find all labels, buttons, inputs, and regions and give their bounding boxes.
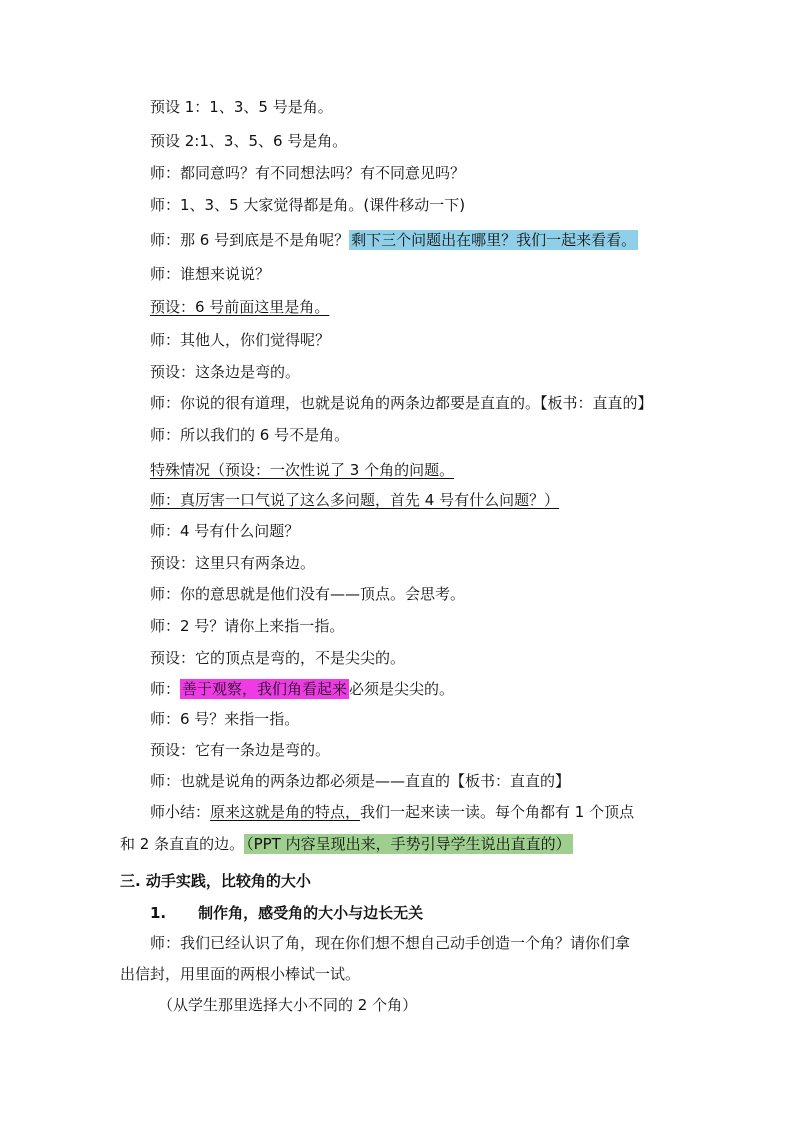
text-line bbox=[150, 553, 315, 573]
underlined-text: 原来这就是角的特点， bbox=[210, 803, 361, 821]
text-line bbox=[150, 297, 329, 317]
text: 出信封，用里面的两根小棒试一试。 bbox=[120, 965, 361, 983]
text-line bbox=[150, 131, 347, 151]
text: 师：也就是说角的两条边都必须是——直直的【板书：直直的】 bbox=[150, 772, 571, 790]
highlighted-text: 剩下三个问题出在哪里？我们一起来看看。 bbox=[351, 231, 637, 249]
text: 师：所以我们的 6 号不是角。 bbox=[150, 426, 350, 444]
text-line bbox=[150, 521, 299, 541]
text: （从学生那里选择大小不同的 2 个角） bbox=[158, 996, 418, 1014]
text: 师：都同意吗？有不同想法吗？有不同意见吗？ bbox=[150, 164, 466, 182]
text: 师：1、3、5 大家觉得都是角。(课件移动一下) bbox=[150, 196, 466, 214]
text: 预设：这里只有两条边。 bbox=[150, 554, 316, 572]
text-line bbox=[120, 834, 573, 854]
text: 师：谁想来说说？ bbox=[150, 265, 271, 283]
heading-number: 1. bbox=[150, 904, 167, 922]
text: 师：你的意思就是他们没有——顶点。会思考。 bbox=[150, 585, 466, 603]
text-line bbox=[150, 195, 465, 215]
text-line bbox=[150, 709, 299, 729]
text: 师： bbox=[150, 680, 181, 698]
highlighted-text: （PPT 内容呈现出来，手势引导学生说出直直的） bbox=[246, 835, 571, 853]
text: 师：你说的很有道理，也就是说角的两条边都要是直直的。【板书：直直的】 bbox=[150, 394, 653, 412]
text-line bbox=[150, 330, 330, 350]
text-line bbox=[150, 802, 634, 822]
text: 预设：它有一条边是弯的。 bbox=[150, 741, 331, 759]
underlined-text: 预设：6 号前面这里是角。 bbox=[150, 298, 330, 316]
text-line bbox=[120, 964, 360, 984]
text: 师：那 6 号到底是不是角呢？ bbox=[150, 231, 350, 249]
highlighted-text: 善于观察，我们角看起来 bbox=[182, 680, 348, 698]
text-line bbox=[150, 425, 349, 445]
text: 必须是尖尖的。 bbox=[349, 680, 455, 698]
text: 和 2 条直直的边。 bbox=[120, 835, 245, 853]
text-line bbox=[150, 933, 630, 953]
text-line bbox=[150, 393, 653, 413]
heading-text: 三. 动手实践，比较角的大小 bbox=[120, 872, 311, 890]
text: 预设 2:1、3、5、6 号是角。 bbox=[150, 132, 348, 150]
text-line bbox=[150, 490, 559, 510]
text-line bbox=[150, 264, 270, 284]
text: 师：6 号？来指一指。 bbox=[150, 710, 300, 728]
text-line bbox=[150, 740, 330, 760]
text-line bbox=[150, 163, 465, 183]
text-line bbox=[158, 995, 417, 1015]
text-line bbox=[150, 616, 344, 636]
text: 我们一起来读一读。每个角都有 1 个顶点 bbox=[360, 803, 635, 821]
text: 预设：它的顶点是弯的，不是尖尖的。 bbox=[150, 649, 406, 667]
underlined-text: 特殊情况（预设：一次性说了 3 个角的问题。 bbox=[150, 461, 455, 479]
text: 师：2 号？请你上来指一指。 bbox=[150, 617, 345, 635]
section-heading bbox=[120, 871, 311, 891]
text: 师小结： bbox=[150, 803, 211, 821]
text-line bbox=[150, 460, 454, 480]
text-line bbox=[150, 230, 638, 250]
text: 预设 1：1、3、5 号是角。 bbox=[150, 98, 333, 116]
text: 师：其他人，你们觉得呢？ bbox=[150, 331, 331, 349]
text-line bbox=[150, 362, 300, 382]
text-line bbox=[150, 771, 570, 791]
text-line bbox=[150, 584, 465, 604]
text-line bbox=[150, 648, 405, 668]
heading-text: 制作角，感受角的大小与边长无关 bbox=[198, 904, 424, 922]
subsection-heading bbox=[150, 903, 423, 923]
text: 师：我们已经认识了角，现在你们想不想自己动手创造一个角？请你们拿 bbox=[150, 934, 631, 952]
text: 师：4 号有什么问题？ bbox=[150, 522, 300, 540]
text-line bbox=[150, 97, 333, 117]
text: 预设：这条边是弯的。 bbox=[150, 363, 301, 381]
underlined-text: 师：真厉害一口气说了这么多问题，首先 4 号有什么问题？） bbox=[150, 491, 560, 509]
text-line bbox=[150, 679, 454, 699]
